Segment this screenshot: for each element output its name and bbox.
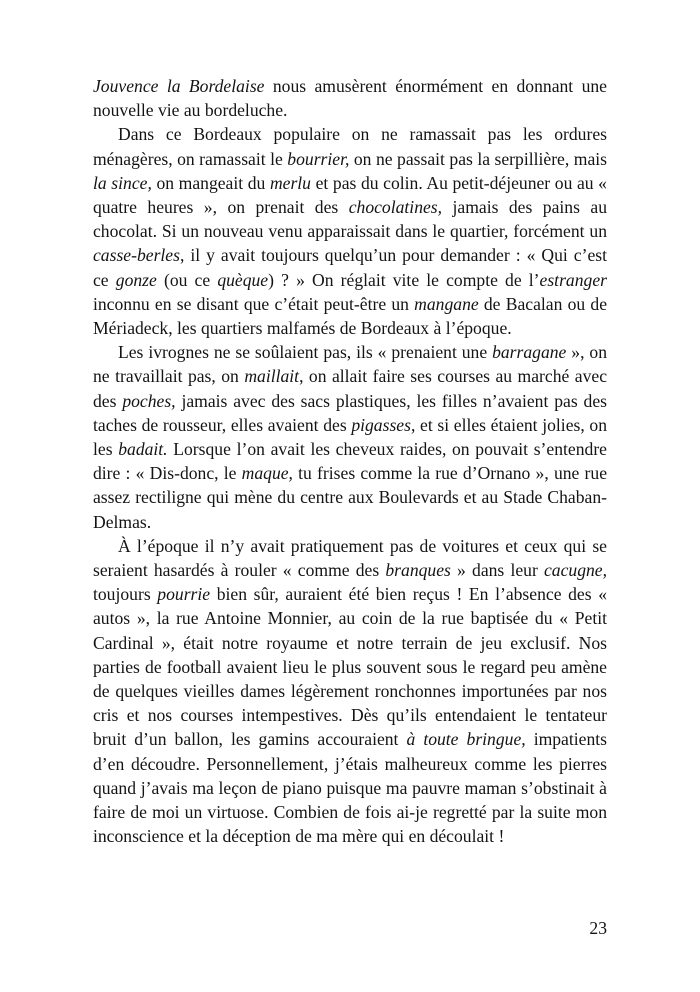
paragraph-2 <box>93 122 607 340</box>
paragraph-1 <box>93 74 607 122</box>
italic-term: à toute bringue, <box>406 729 526 750</box>
italic-term: maque, <box>241 463 293 484</box>
text-run: de Bacalan ou de Mériadeck, les quartiers malfamés de Bordeaux à l’époque. <box>93 293 607 339</box>
italic-term: branques <box>385 560 451 581</box>
text-run: » dans leur <box>450 560 544 581</box>
text-run: impatients d’en découdre. Personnellement, j’étais malheureux comme les pierres quand j’avais ma leçon de piano puisque ma pauvre maman s’obstinait à faire de moi un virtuose. Combien de fois ai-je regretté par la suite mon inconscience et la déception de ma mère qui en découlait ! <box>93 729 607 847</box>
italic-term: maillait <box>244 366 300 387</box>
paragraph-4 <box>93 534 607 849</box>
italic-term: pigasses <box>351 414 411 435</box>
text-run: on ne passait pas la serpillière, mais <box>349 148 607 169</box>
italic-term: Jouvence la Bordelaise <box>93 76 265 96</box>
italic-term: quèque <box>217 269 269 290</box>
text-run: on mangeait du <box>151 172 270 193</box>
text-run: Les ivrognes ne se soûlaient pas, ils « prenaient une <box>118 342 493 363</box>
italic-term: barragane <box>492 342 567 363</box>
text-run: ) ? » On réglait vite le compte de l’ <box>268 269 540 290</box>
italic-term: pourrie <box>157 584 211 605</box>
text-run: À l’époque il n’y avait pratiquement pas de voitures et ceux qui se seraient hasardés à rouler « comme des <box>93 535 607 581</box>
italic-term: gonze <box>115 269 157 290</box>
text-run: inconnu en se disant que c’était peut-être un <box>93 293 415 314</box>
text-run: , et si elles étaient jolies, on les <box>93 414 607 460</box>
text-run: bien sûr, auraient été bien reçus ! En l’absence des « autos », la rue Antoine Monnier, au coin de la rue baptisée du « Petit Cardinal », était notre royaume et notre terrain de jeu exclusif. Nos parties de football avaient lieu le plus souvent sous le regard peu amène de quelques vieilles dames légèrement ronchonnes importunées par nos cris et nos courses intempestives. Dès qu’ils entendaient le tentateur bruit d’un ballon, les gamins accouraient <box>93 584 607 750</box>
text-run: et pas du colin. Au petit-déjeuner ou au « quatre heures », on prenait des <box>93 172 607 218</box>
italic-term: mangane <box>414 293 479 314</box>
italic-term: chocolatines, <box>348 197 443 218</box>
italic-term: cacugne, <box>543 560 607 581</box>
italic-term: badait. <box>118 439 168 460</box>
text-run: jamais des pains au chocolat. Si un nouveau venu apparaissait dans le quartier, forcément un <box>93 197 608 242</box>
page-number: 23 <box>589 918 607 938</box>
italic-term: bourrier, <box>287 148 350 169</box>
text-run: jamais avec des sacs plastiques, les filles n’avaient pas des taches de rousseur, elles avaient des <box>93 390 607 435</box>
text-run: tu frises comme la rue d’Ornano », une rue assez rectiligne qui mène du centre aux Boulevards et au Stade Chaban-Delmas. <box>93 463 608 532</box>
text-run: Dans ce Bordeaux populaire on ne ramassait pas les ordures ménagères, on ramassait le <box>93 124 607 169</box>
page-body-text <box>93 74 607 849</box>
italic-term: merlu <box>269 172 311 193</box>
italic-term: casse-berles <box>93 245 180 266</box>
text-run: toujours <box>93 584 158 605</box>
text-run: », on ne travaillait pas, on <box>93 342 607 387</box>
paragraph-3 <box>93 340 607 534</box>
text-run: , il y avait toujours quelqu’un pour demander : « Qui c’est ce <box>93 245 607 290</box>
text-run: (ou ce <box>156 269 218 290</box>
text-run: nous amusèrent énormément en donnant une nouvelle vie au bordeluche. <box>93 76 607 121</box>
italic-term: estranger <box>539 269 607 290</box>
text-run: Lorsque l’on avait les cheveux raides, on pouvait s’entendre dire : « Dis-donc, le <box>93 439 607 484</box>
italic-term: la since, <box>93 172 152 193</box>
text-run: , on allait faire ses courses au marché avec des <box>93 366 607 411</box>
italic-term: poches, <box>122 390 176 411</box>
